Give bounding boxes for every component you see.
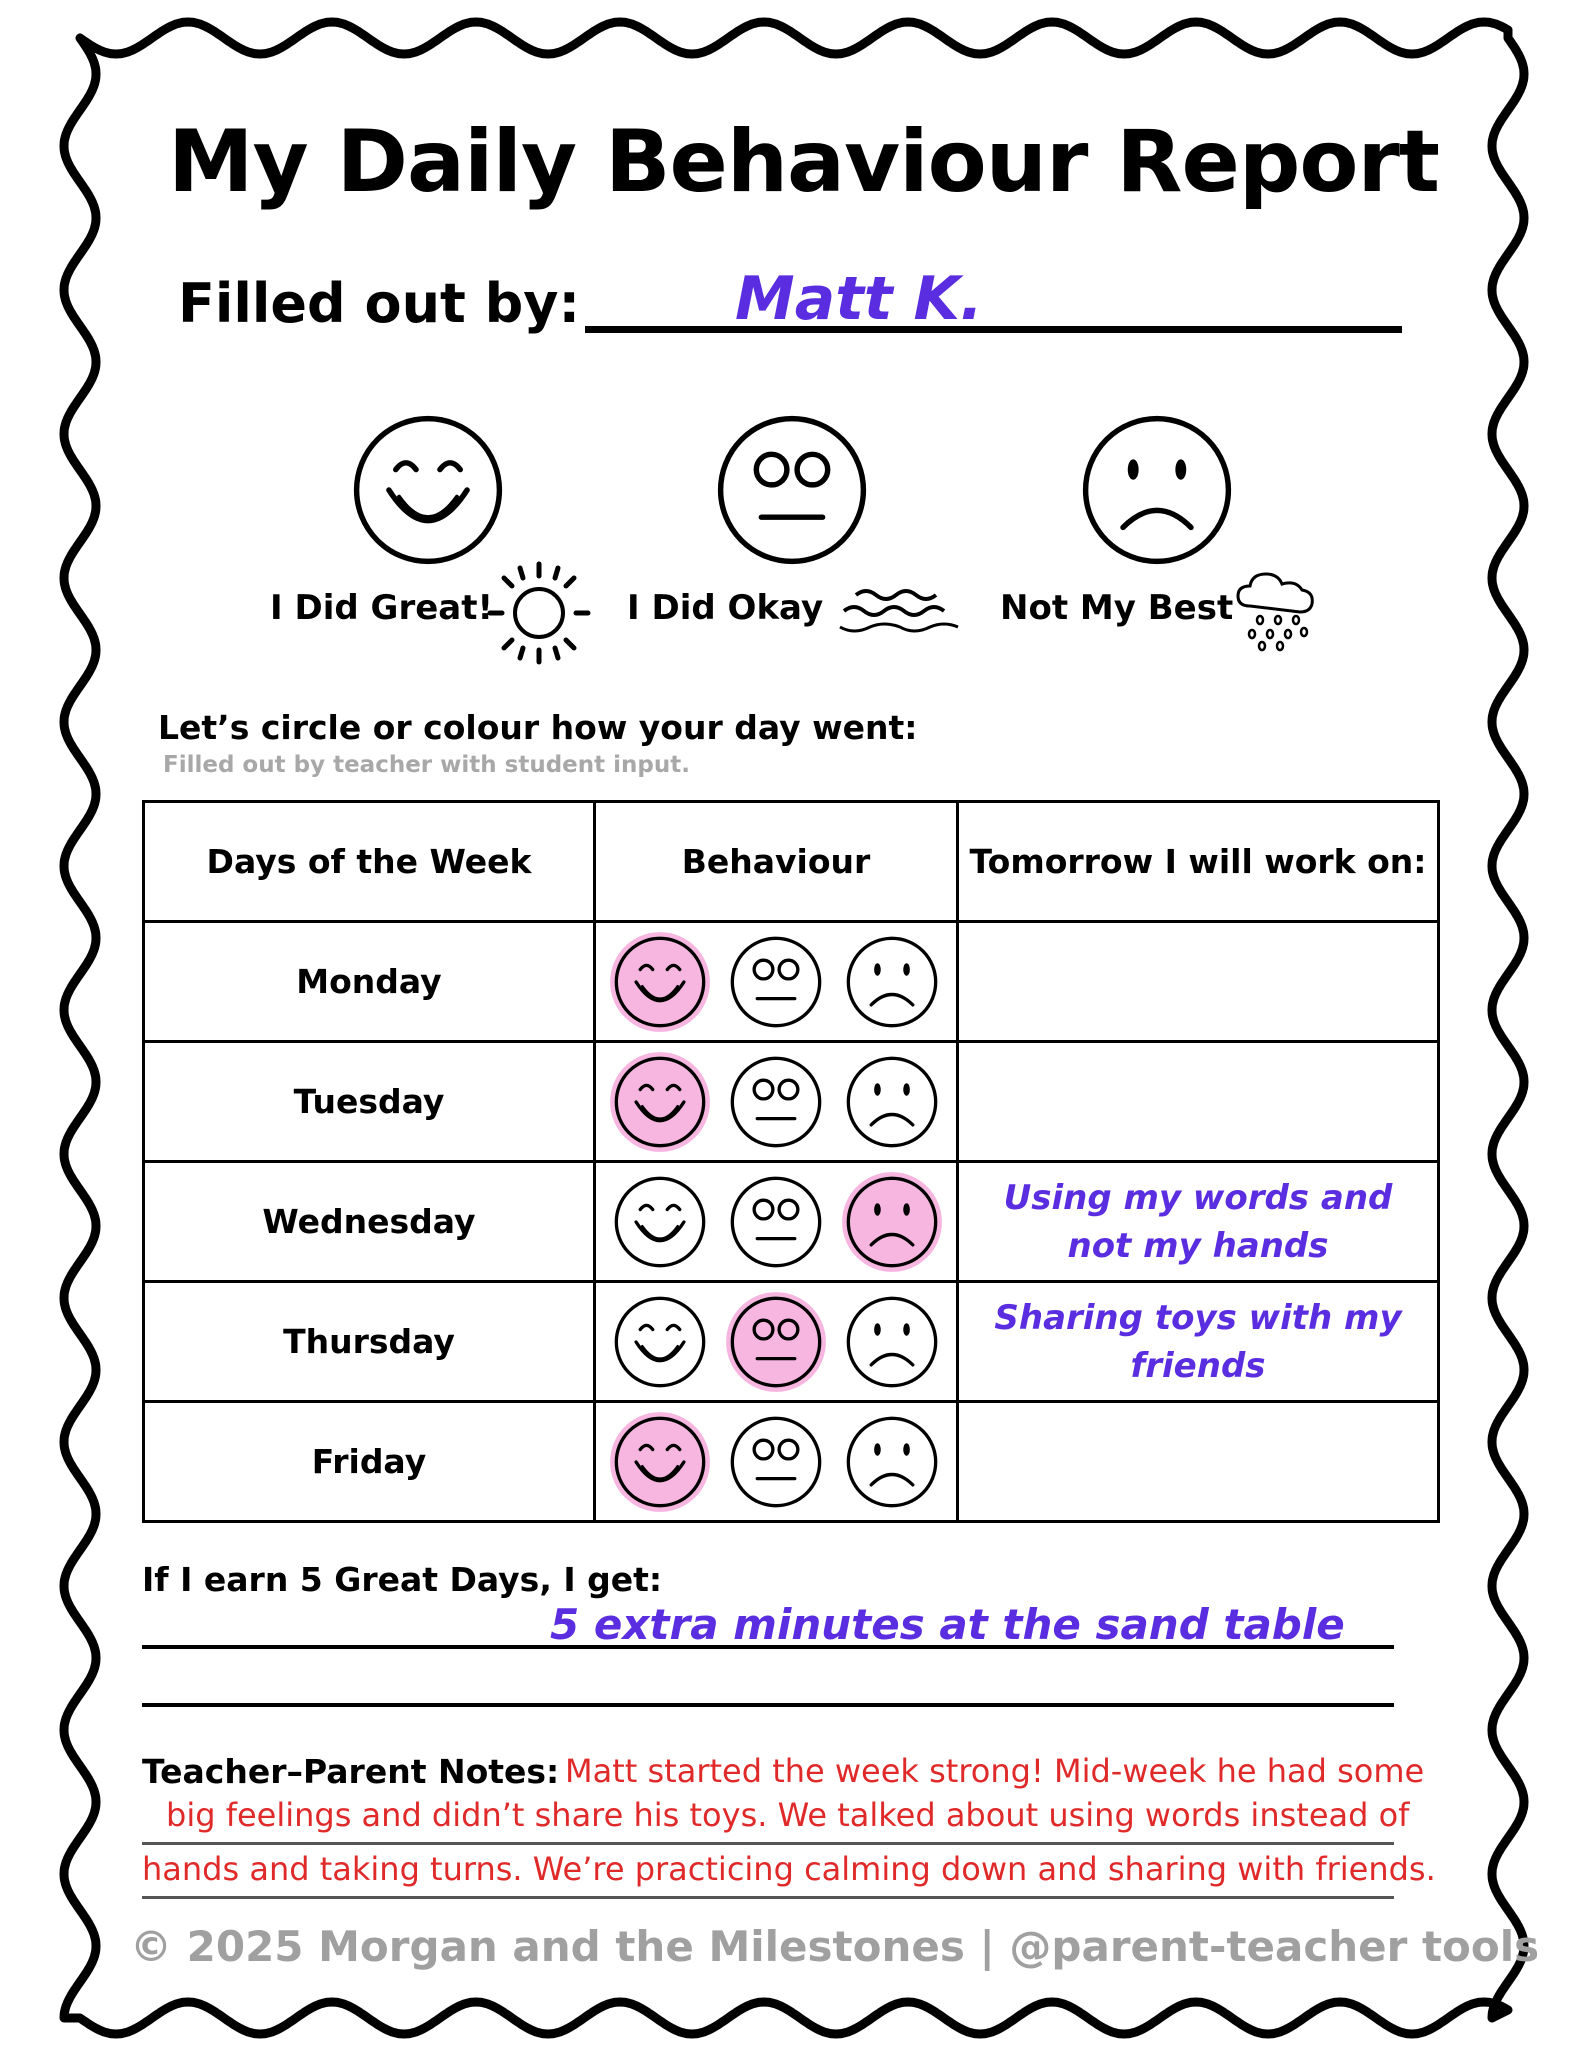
behaviour-cell bbox=[595, 922, 958, 1042]
instructions-heading: Let’s circle or colour how your day went: bbox=[158, 708, 918, 747]
work-on-cell[interactable] bbox=[958, 922, 1439, 1042]
happy-face-icon[interactable] bbox=[608, 1050, 712, 1154]
sad-face-icon[interactable] bbox=[840, 930, 944, 1034]
behaviour-cell bbox=[595, 1042, 958, 1162]
filled-out-by-line bbox=[585, 326, 1402, 333]
sad-face-icon[interactable] bbox=[840, 1170, 944, 1274]
page-title: My Daily Behaviour Report bbox=[168, 112, 1440, 212]
day-cell: Tuesday bbox=[144, 1042, 595, 1162]
table-row bbox=[144, 1402, 1439, 1522]
notes-line-1[interactable]: Matt started the week strong! Mid-week he had some bbox=[565, 1752, 1425, 1790]
table-row bbox=[144, 1282, 1439, 1402]
header-work-on: Tomorrow I will work on: bbox=[958, 802, 1439, 922]
filled-out-by-label: Filled out by: bbox=[178, 272, 581, 335]
header-days: Days of the Week bbox=[144, 802, 595, 922]
notes-rule-1 bbox=[142, 1842, 1394, 1845]
sad-face-icon[interactable] bbox=[840, 1290, 944, 1394]
neutral-face-icon[interactable] bbox=[724, 930, 828, 1034]
table-row bbox=[144, 922, 1439, 1042]
sad-face-icon[interactable] bbox=[840, 1050, 944, 1154]
neutral-face-icon bbox=[707, 405, 877, 575]
happy-face-icon[interactable] bbox=[608, 1410, 712, 1514]
header-behaviour: Behaviour bbox=[595, 802, 958, 922]
behaviour-table bbox=[142, 800, 1440, 1523]
notes-line-3[interactable]: hands and taking turns. We’re practicing calming down and sharing with friends. bbox=[142, 1850, 1436, 1888]
happy-face-icon bbox=[343, 405, 513, 575]
legend-not-best-label: Not My Best bbox=[1000, 588, 1234, 628]
instructions-subtext: Filled out by teacher with student input. bbox=[163, 752, 690, 778]
footer-copyright: © 2025 Morgan and the Milestones | @parent-teacher tools bbox=[130, 1922, 1540, 1971]
table-row bbox=[144, 1162, 1439, 1282]
neutral-face-icon[interactable] bbox=[724, 1410, 828, 1514]
filled-out-by-value[interactable]: Matt K. bbox=[735, 264, 983, 334]
day-cell: Friday bbox=[144, 1402, 595, 1522]
reward-line-2 bbox=[142, 1703, 1394, 1707]
table-header-row bbox=[144, 802, 1439, 922]
neutral-face-icon[interactable] bbox=[724, 1170, 828, 1274]
day-cell: Monday bbox=[144, 922, 595, 1042]
work-on-cell[interactable] bbox=[958, 1042, 1439, 1162]
happy-face-icon[interactable] bbox=[608, 1170, 712, 1274]
notes-line-2[interactable]: big feelings and didn’t share his toys. We talked about using words instead of bbox=[166, 1796, 1410, 1834]
behaviour-cell bbox=[595, 1282, 958, 1402]
happy-face-icon[interactable] bbox=[608, 1290, 712, 1394]
neutral-face-icon[interactable] bbox=[724, 1290, 828, 1394]
reward-value[interactable]: 5 extra minutes at the sand table bbox=[550, 1600, 1345, 1649]
day-cell: Thursday bbox=[144, 1282, 595, 1402]
notes-label: Teacher–Parent Notes: bbox=[142, 1752, 560, 1791]
notes-rule-2 bbox=[142, 1896, 1394, 1899]
neutral-face-icon[interactable] bbox=[724, 1050, 828, 1154]
work-on-cell[interactable]: Using my words and not my hands bbox=[958, 1162, 1439, 1282]
rain-cloud-icon bbox=[1232, 568, 1322, 652]
work-on-cell[interactable]: Sharing toys with my friends bbox=[958, 1282, 1439, 1402]
legend-great-label: I Did Great! bbox=[270, 588, 493, 628]
sad-face-icon bbox=[1072, 405, 1242, 575]
sad-face-icon[interactable] bbox=[840, 1410, 944, 1514]
reward-label: If I earn 5 Great Days, I get: bbox=[142, 1560, 663, 1599]
day-cell: Wednesday bbox=[144, 1162, 595, 1282]
behaviour-cell bbox=[595, 1402, 958, 1522]
happy-face-icon[interactable] bbox=[608, 930, 712, 1034]
legend-okay-label: I Did Okay bbox=[627, 588, 824, 628]
work-on-cell[interactable] bbox=[958, 1402, 1439, 1522]
waves-icon bbox=[836, 585, 960, 637]
sun-icon bbox=[484, 558, 594, 668]
behaviour-cell bbox=[595, 1162, 958, 1282]
table-row bbox=[144, 1042, 1439, 1162]
